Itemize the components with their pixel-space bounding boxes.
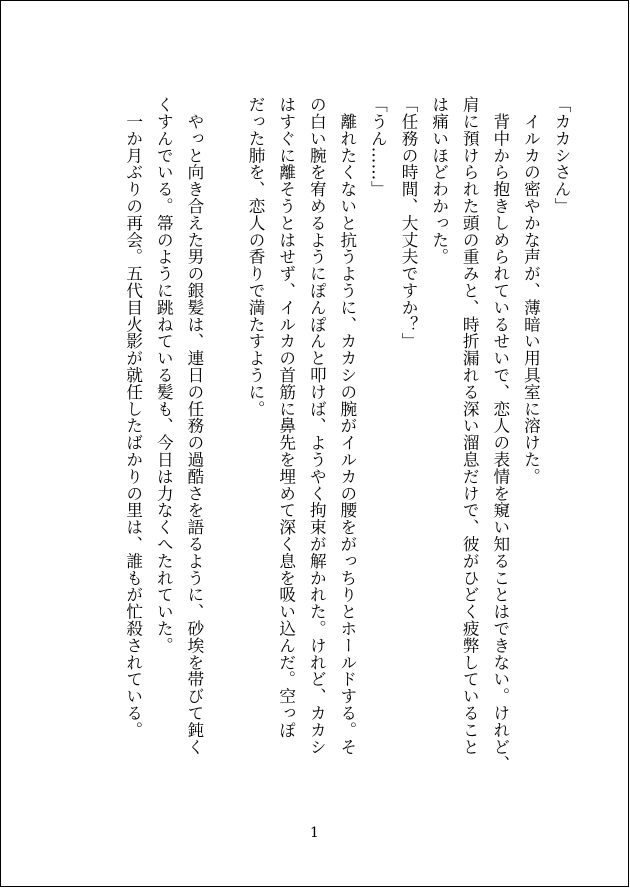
text-line: 肩に預けられた頭の重みと、時折漏れる深い溜息だけで、彼がひどく疲弊していること bbox=[460, 96, 480, 756]
text-line: 一か月ぶりの再会。五代目火影が就任したばかりの里は、誰もが忙殺されている。 bbox=[123, 96, 143, 739]
text-line: の白い腕を宥めるようにぽんぽんと叩けば、ようやく拘束が解かれた。けれど、カカシ bbox=[307, 96, 327, 756]
text-line: やっと向き合えた男の銀髪は、連日の任務の過酷さを語るように、砂埃を帯びて鈍く bbox=[184, 96, 204, 756]
text-line: は痛いほどわかった。 bbox=[429, 96, 449, 265]
page-number: 1 bbox=[310, 825, 319, 841]
text-line: 「うん……」 bbox=[368, 96, 388, 198]
text-line: 「カカシさん」 bbox=[552, 96, 571, 215]
text-line: はすぐに離そうとはせず、イルカの首筋に鼻先を埋めて深く息を吸い込んだ。空っぽ bbox=[276, 96, 296, 739]
blank-line bbox=[209, 96, 240, 786]
text-line: イルカの密やかな声が、薄暗い用具室に溶けた。 bbox=[521, 96, 541, 485]
text-line: だった肺を、恋人の香りで満たすように。 bbox=[246, 96, 266, 418]
text-line: くすんでいる。箒のように跳ねている髪も、今日は力なくへたれていた。 bbox=[154, 96, 174, 654]
text-line: 離れたくないと抗うように、カカシの腕がイルカの腰をがっちりとホールドする。そ bbox=[337, 96, 357, 756]
text-line: 「任務の時間、大丈夫ですか？」 bbox=[399, 96, 419, 350]
body-text bbox=[117, 96, 576, 786]
text-line: 背中から抱きしめられているせいで、恋人の表情を窺い知ることはできない。けれど、 bbox=[490, 96, 510, 772]
